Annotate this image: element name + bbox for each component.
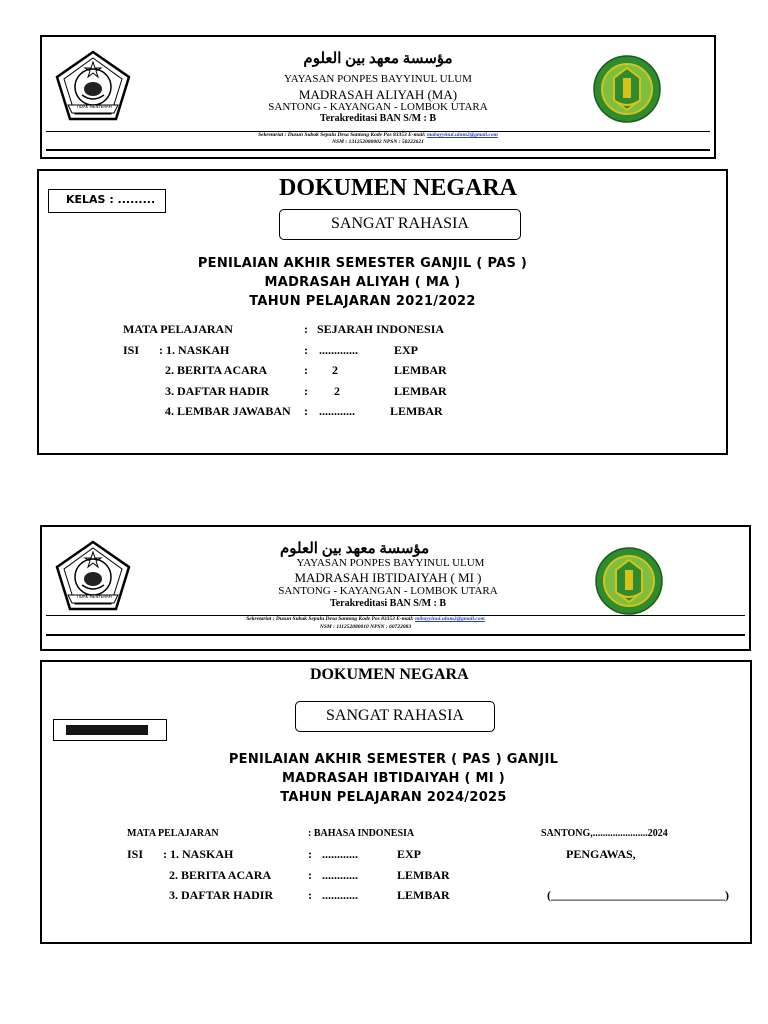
doc2-header-rule-bottom xyxy=(46,634,745,636)
doc2-item-unit: LEMBAR xyxy=(397,888,450,902)
doc1-logo-ribbon-text: TIDAK MENYERAH xyxy=(76,104,112,109)
green-emblem-logo-icon xyxy=(592,54,662,124)
doc1-item-label: 2. BERITA ACARA xyxy=(165,363,268,377)
doc1-subtitle-box: SANGAT RAHASIA xyxy=(279,209,521,240)
doc1-arabic-name: مؤسسة معهد بين العلوم xyxy=(303,51,453,67)
doc1-nsm: NSM : 131252080002 NPSN : 50222621 xyxy=(332,139,424,145)
doc1-item-colon: : xyxy=(304,343,308,357)
doc2-accreditation: Terakreditasi BAN S/M : B xyxy=(329,598,447,609)
doc2-signature-line: (_____________________________) xyxy=(547,888,729,902)
doc1-mapel-value: SEJARAH INDONESIA xyxy=(317,322,445,336)
doc2-item-unit: EXP xyxy=(397,847,421,861)
doc1-item-colon: : xyxy=(304,384,308,398)
doc2-mapel-value: : BAHASA INDONESIA xyxy=(308,828,415,839)
doc1-accreditation: Terakreditasi BAN S/M : B xyxy=(319,113,437,124)
doc2-nsm: NSM : 111252080010 NPSN : 60722083 xyxy=(319,624,412,630)
doc2-item-label: 2. BERITA ACARA xyxy=(169,868,272,882)
doc1-item-unit: LEMBAR xyxy=(390,404,443,418)
doc2-item-qty: ............ xyxy=(322,888,358,902)
doc2-location: SANTONG - KAYANGAN - LOMBOK UTARA xyxy=(278,585,498,597)
doc1-foundation-name: YAYASAN PONPES BAYYINUL ULUM xyxy=(284,73,472,85)
green-emblem-logo-icon xyxy=(594,546,664,616)
doc1-exam-line1: PENILAIAN AKHIR SEMESTER GANJIL ( PAS ) xyxy=(197,256,528,271)
doc1-isi-label: ISI xyxy=(123,343,140,357)
doc1-address xyxy=(42,132,714,138)
doc1-location: SANTONG - KAYANGAN - LOMBOK UTARA xyxy=(268,101,488,113)
doc2-title: DOKUMEN NEGARA xyxy=(310,666,469,683)
doc2-label-box xyxy=(40,660,752,944)
redacted-label xyxy=(66,725,148,735)
doc1-item-label: 3. DAFTAR HADIR xyxy=(165,384,270,398)
doc2-address xyxy=(0,616,749,622)
doc2-email-link[interactable]: mibayyinul.ulum2@gmail.com xyxy=(415,616,485,622)
doc2-exam-line2: MADRASAH IBTIDAIYAH ( MI ) xyxy=(282,771,505,786)
doc2-arabic-name: مؤسسة معهد بين العلوم xyxy=(280,541,430,557)
doc1-title: DOKUMEN NEGARA xyxy=(279,175,517,201)
doc1-item-qty: 2 xyxy=(334,384,340,398)
doc1-item-label: : 1. NASKAH xyxy=(159,343,230,357)
doc2-logo-ribbon-text: TIDAK MENYERAH xyxy=(76,594,112,599)
doc1-item-qty: 2 xyxy=(332,363,338,377)
doc1-item-unit: LEMBAR xyxy=(394,363,447,377)
doc1-letterhead xyxy=(40,35,716,159)
doc2-place-date: SANTONG,......................2024 xyxy=(541,828,668,839)
doc2-item-colon: : xyxy=(308,888,312,902)
doc1-item-qty: ............ xyxy=(319,404,355,418)
doc1-item-unit: EXP xyxy=(394,343,418,357)
doc1-label-box xyxy=(37,169,728,455)
doc2-exam-line3: TAHUN PELAJARAN 2024/2025 xyxy=(280,790,507,805)
doc2-item-unit: LEMBAR xyxy=(397,868,450,882)
doc2-address-text: Sekretariat : Dusun Subak Sepulu Desa Santong Kode Pos 83353 E-mail: xyxy=(246,616,414,622)
doc2-foundation-name: YAYASAN PONPES BAYYINUL ULUM xyxy=(296,557,485,569)
doc2-letterhead xyxy=(40,525,751,651)
doc1-item-colon: : xyxy=(304,363,308,377)
doc2-isi-label: ISI xyxy=(127,847,144,861)
doc1-exam-line3: TAHUN PELAJARAN 2021/2022 xyxy=(249,294,476,309)
doc1-address-text: Sekretariat : Dusun Subak Sepulu Desa Santong Kode Pos 83353 E-mail: xyxy=(258,132,426,138)
doc2-item-label: : 1. NASKAH xyxy=(163,847,234,861)
doc1-mapel-label: MATA PELAJARAN xyxy=(123,322,233,336)
doc2-supervisor: PENGAWAS, xyxy=(566,847,636,861)
doc1-header-rule-bottom xyxy=(46,149,710,151)
doc2-item-colon: : xyxy=(308,847,312,861)
doc1-item-unit: LEMBAR xyxy=(394,384,447,398)
doc2-item-qty: ............ xyxy=(322,847,358,861)
doc1-item-colon: : xyxy=(304,404,308,418)
doc1-item-label: 4. LEMBAR JAWABAN xyxy=(165,404,291,418)
doc1-kelas-box: KELAS : ......... xyxy=(48,189,166,213)
doc2-school-name: MADRASAH IBTIDAIYAH ( MI ) xyxy=(294,570,482,585)
doc2-exam-line1: PENILAIAN AKHIR SEMESTER ( PAS ) GANJIL xyxy=(228,752,559,767)
doc2-item-qty: ............ xyxy=(322,868,358,882)
doc1-exam-line2: MADRASAH ALIYAH ( MA ) xyxy=(264,275,461,290)
doc1-email-link[interactable]: mabayyinul.ulum2@gmail.com xyxy=(426,132,498,138)
doc2-mapel-label: MATA PELAJARAN xyxy=(127,828,219,839)
doc1-item-qty: ............. xyxy=(319,343,358,357)
doc2-item-label: 3. DAFTAR HADIR xyxy=(169,888,274,902)
doc2-subtitle-box: SANGAT RAHASIA xyxy=(295,701,495,732)
doc1-mapel-colon: : xyxy=(304,322,308,336)
doc1-school-name: MADRASAH ALIYAH (MA) xyxy=(298,87,458,102)
doc2-kelas-box-redacted xyxy=(53,719,167,741)
doc2-item-colon: : xyxy=(308,868,312,882)
